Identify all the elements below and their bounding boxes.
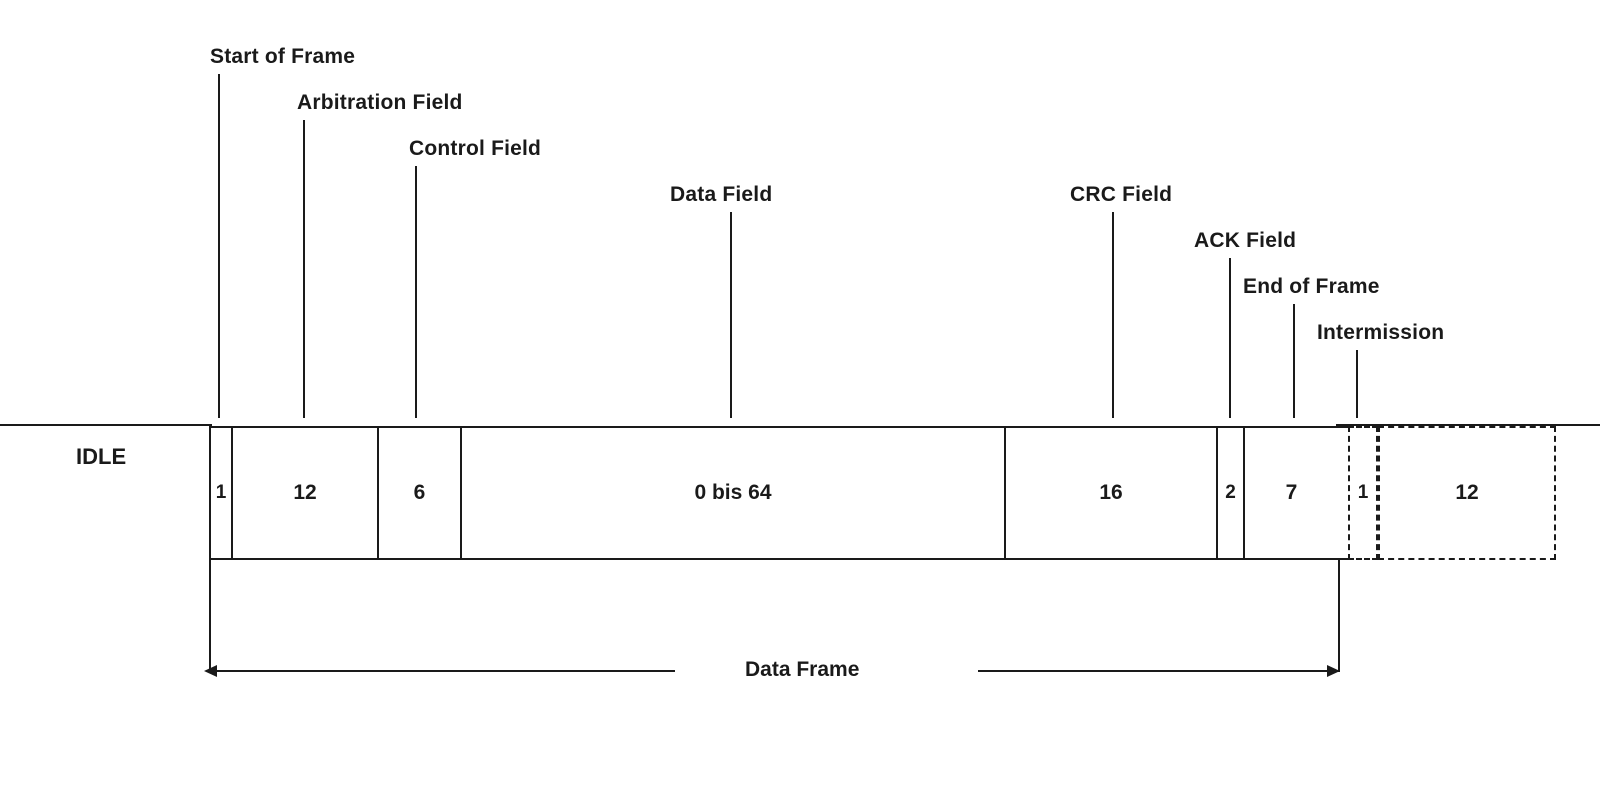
segment-value-ack-field: 2 xyxy=(1225,482,1236,503)
span-arrow-head-left xyxy=(204,665,217,677)
segment-value-data-field: 0 bis 64 xyxy=(694,481,772,504)
callout-label-data-field: Data Field xyxy=(670,183,773,206)
span-arrow-head-right xyxy=(1327,665,1340,677)
segment-value-intermission-1: 1 xyxy=(1357,482,1369,503)
span-arrow-line-right xyxy=(978,670,1330,672)
segment-control-field xyxy=(377,426,462,560)
span-tick-left xyxy=(209,560,211,672)
segment-arbitration-field xyxy=(231,426,379,560)
segment-intermission-1 xyxy=(1348,426,1378,560)
segment-value-start-of-frame: 1 xyxy=(215,482,227,503)
segment-value-crc-field: 16 xyxy=(1099,481,1123,504)
segment-value-control-field: 6 xyxy=(413,481,426,504)
segment-value-intermission-12: 12 xyxy=(1455,481,1479,504)
callout-label-arbitration-field: Arbitration Field xyxy=(297,91,463,114)
span-arrow-line-left xyxy=(215,670,675,672)
callout-label-end-of-frame: End of Frame xyxy=(1243,275,1380,298)
segment-start-of-frame xyxy=(209,426,233,560)
segment-value-arbitration-field: 12 xyxy=(293,481,317,504)
span-label-data-frame: Data Frame xyxy=(745,658,860,681)
segment-crc-field xyxy=(1004,426,1218,560)
idle-label: IDLE xyxy=(76,444,127,469)
segment-data-field xyxy=(460,426,1006,560)
callout-label-start-of-frame: Start of Frame xyxy=(210,45,356,68)
callout-label-crc-field: CRC Field xyxy=(1070,183,1173,206)
callout-label-ack-field: ACK Field xyxy=(1194,229,1297,252)
segment-end-of-frame xyxy=(1243,426,1340,560)
callout-label-control-field: Control Field xyxy=(409,137,542,160)
callout-label-intermission: Intermission xyxy=(1317,321,1445,344)
segment-ack-field xyxy=(1216,426,1245,560)
span-tick-right xyxy=(1338,560,1340,672)
segment-value-end-of-frame: 7 xyxy=(1285,481,1298,504)
segment-intermission-12 xyxy=(1378,426,1556,560)
